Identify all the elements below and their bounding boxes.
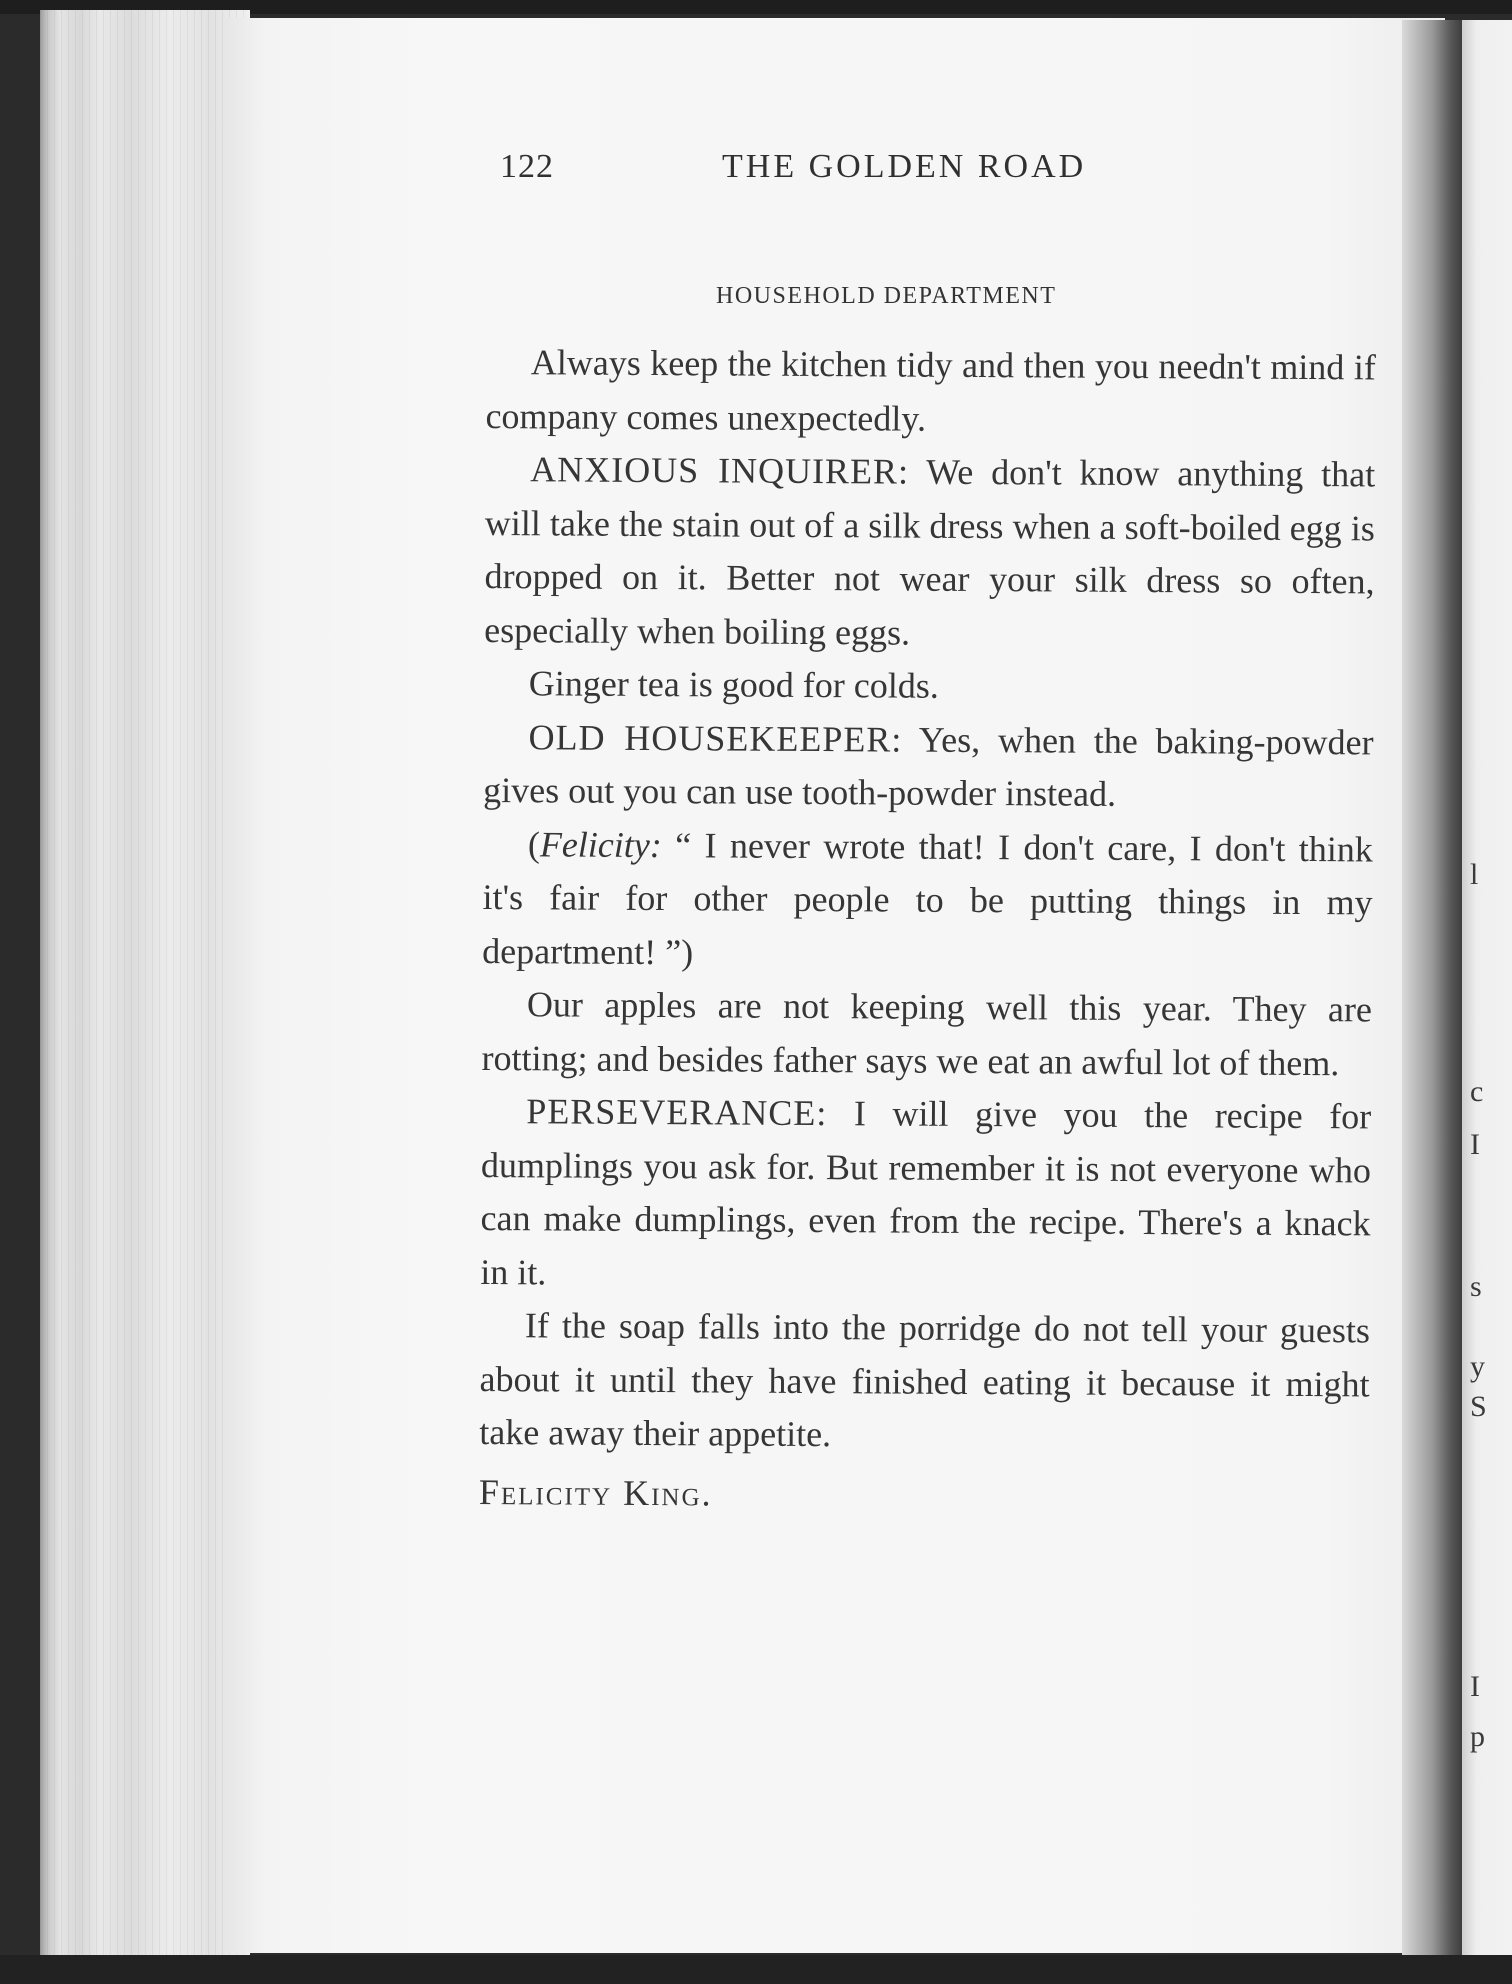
book-gutter — [1402, 20, 1462, 1965]
paragraph: Ginger tea is good for colds. — [528, 663, 939, 706]
facing-page-edge — [1462, 20, 1512, 1965]
paragraph: (Felicity: “ I never wrote that! I don't care, I don't think it's fair for other people to be putting things in my department! ”) — [482, 823, 1374, 972]
page-edges-stack — [40, 10, 250, 1965]
paragraph: OLD HOUSEKEEPER: Yes, when the baking-powder gives out you can use tooth-powder instead. — [483, 716, 1374, 814]
body-text — [479, 336, 1376, 1524]
paragraph: Our apples are not keeping well this year. They are rotting; and besides father says we eat an awful lot of them. — [481, 984, 1373, 1083]
facing-page-fragment: c — [1470, 1075, 1484, 1108]
facing-page-fragment: I — [1470, 1670, 1480, 1703]
italic-speaker: Felicity: — [539, 823, 662, 865]
signoff: Felicity King. — [478, 1471, 713, 1513]
facing-page-fragment: l — [1470, 858, 1479, 891]
paragraph-lead: OLD HOUSEKEEPER: — [528, 716, 903, 760]
paragraph-lead: PERSEVERANCE: — [526, 1091, 828, 1134]
facing-page-fragment: I — [1470, 1128, 1480, 1161]
paragraph: ANXIOUS INQUIRER: We don't know anything that will take the stain out of a silk dress when a soft-boiled egg is dropped on it. Better not wear your silk dress so often, especially when boiling eggs. — [484, 449, 1376, 653]
facing-page-fragment: p — [1470, 1720, 1485, 1753]
page-number: 122 — [500, 148, 554, 185]
section-heading: HOUSEHOLD DEPARTMENT — [716, 283, 1057, 309]
paragraph: PERSEVERANCE: I will give you the recipe for dumplings you ask for. But remember it is not everyone who can make dumplings, even from the recipe. There's a knack in it. — [480, 1091, 1372, 1292]
facing-page-fragment: s — [1470, 1270, 1482, 1303]
facing-page-fragment: S — [1470, 1390, 1487, 1423]
running-title: THE GOLDEN ROAD — [722, 148, 1087, 185]
scan-bottom-border — [0, 1955, 1512, 1984]
paragraph: If the soap falls into the porridge do not tell your guests about it until they have finished eating it because it might take away their appetite. — [479, 1305, 1371, 1455]
facing-page-fragment: y — [1470, 1350, 1485, 1383]
paragraph-lead: ANXIOUS INQUIRER: — [530, 449, 910, 492]
paragraph: Always keep the kitchen tidy and then you needn't mind if company comes unexpectedly. — [485, 342, 1376, 439]
